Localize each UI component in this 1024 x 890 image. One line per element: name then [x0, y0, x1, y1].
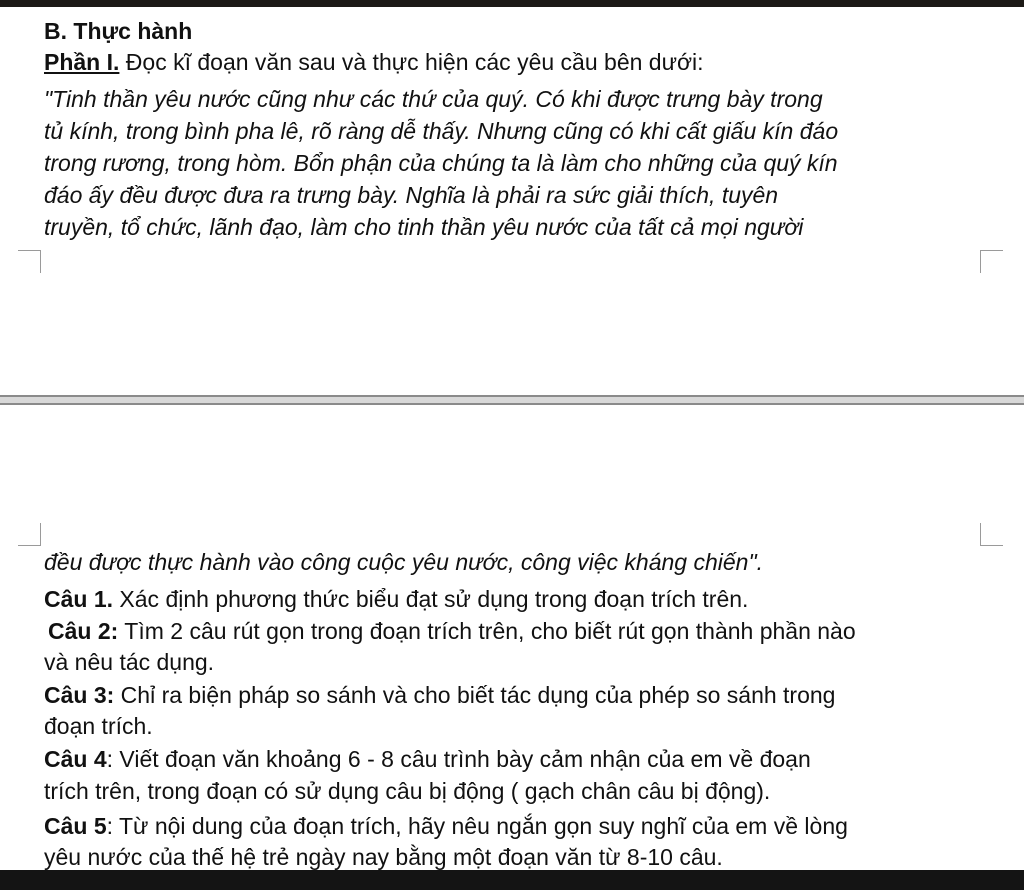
page-break-separator [0, 395, 1024, 405]
margin-corner-mark [980, 250, 1003, 273]
passage-line: đáo ấy đều được đưa ra trưng bày. Nghĩa là phải ra sức giải thích, tuyên [44, 182, 779, 208]
question-label: Câu 4 [44, 746, 107, 772]
question-label: Câu 1. [44, 586, 114, 612]
question-2-continued: và nêu tác dụng. [44, 649, 215, 675]
question-4 [44, 744, 811, 775]
question-4-continued: trích trên, trong đoạn có sử dụng câu bị động ( gạch chân câu bị động). [44, 778, 771, 804]
margin-corner-mark [18, 250, 41, 273]
question-label: Câu 3: [44, 682, 115, 708]
question-5 [44, 811, 848, 842]
passage-line: tủ kính, trong bình pha lê, rõ ràng dễ thấy. Nhưng cũng có khi cất giấu kín đáo [44, 118, 839, 144]
question-text: Chỉ ra biện pháp so sánh và cho biết tác dụng của phép so sánh trong [114, 682, 836, 708]
margin-corner-mark [980, 523, 1003, 546]
passage-line: trong rương, trong hòm. Bổn phận của chúng ta là làm cho những của quý kín [44, 150, 838, 176]
question-5-continued: yêu nước của thế hệ trẻ ngày nay bằng một đoạn văn từ 8-10 câu. [44, 844, 723, 870]
question-label: Câu 2: [48, 618, 119, 644]
passage-line: truyền, tổ chức, lãnh đạo, làm cho tinh thần yêu nước của tất cả mọi người [44, 214, 804, 240]
question-2 [48, 616, 856, 647]
part-instruction-text: Đọc kĩ đoạn văn sau và thực hiện các yêu cầu bên dưới: [119, 49, 704, 75]
question-3-continued: đoạn trích. [44, 713, 153, 739]
bottom-dark-edge [0, 870, 1024, 890]
part-label: Phần I. [44, 49, 120, 75]
question-text: : Từ nội dung của đoạn trích, hãy nêu ngắn gọn suy nghĩ của em về lòng [106, 813, 848, 839]
section-heading: B. Thực hành [44, 18, 193, 44]
passage-line: "Tinh thần yêu nước cũng như các thứ của quý. Có khi được trưng bày trong [44, 86, 823, 112]
question-text: : Viết đoạn văn khoảng 6 - 8 câu trình bày cảm nhận của em về đoạn [106, 746, 811, 772]
passage-line: đều được thực hành vào công cuộc yêu nước, công việc kháng chiến". [44, 549, 764, 575]
question-text: Xác định phương thức biểu đạt sử dụng trong đoạn trích trên. [113, 586, 749, 612]
question-label: Câu 5 [44, 813, 107, 839]
top-dark-edge [0, 0, 1024, 7]
part-instruction [44, 47, 704, 78]
question-3 [44, 680, 835, 711]
margin-corner-mark [18, 523, 41, 546]
question-text: Tìm 2 câu rút gọn trong đoạn trích trên, cho biết rút gọn thành phần nào [118, 618, 856, 644]
question-1 [44, 584, 748, 615]
